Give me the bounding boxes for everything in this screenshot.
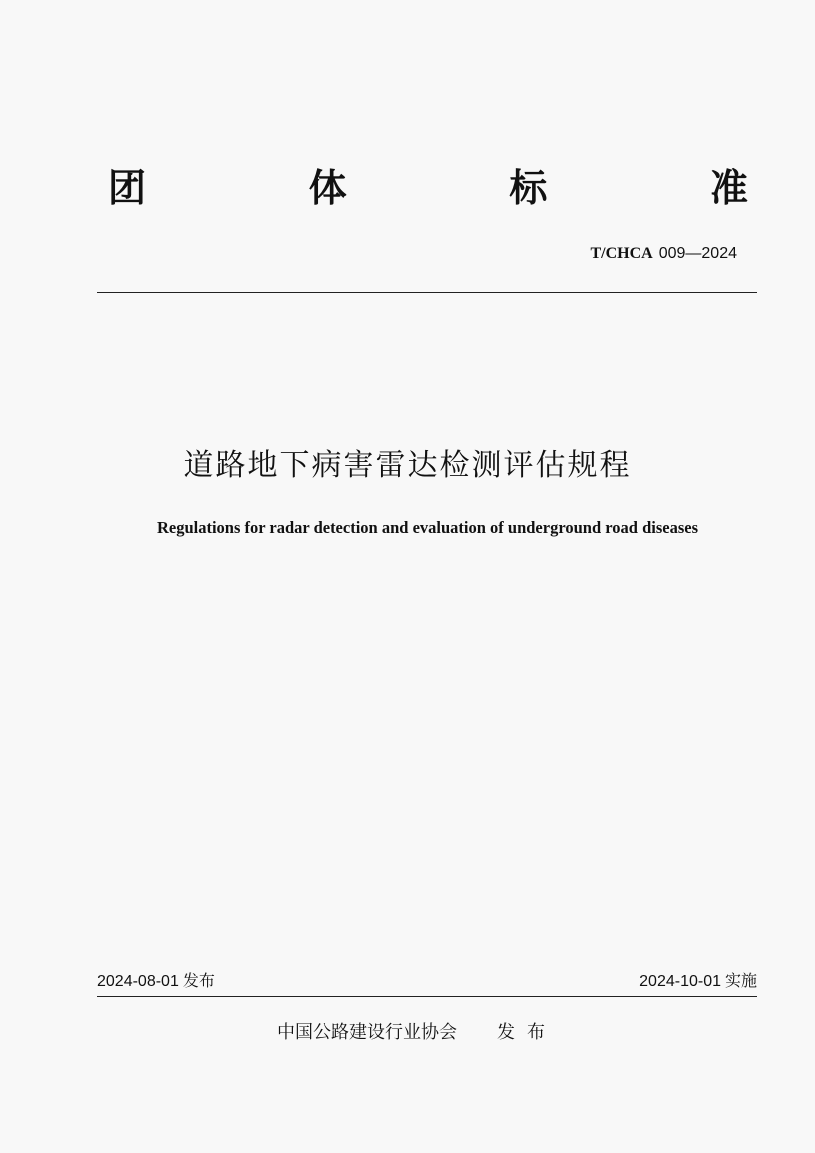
release-date: 2024-08-01 — [97, 973, 179, 990]
publisher-line — [277, 1020, 557, 1046]
effective-label: 实施 — [724, 971, 757, 990]
document-title-english: Regulations for radar detection and evaluation of underground road diseases — [156, 518, 699, 537]
publisher-name: 中国公路建设行业协会 — [277, 1022, 457, 1043]
effective-date: 2024-10-01 — [639, 973, 721, 990]
category-char-1: 团 — [108, 166, 147, 210]
top-divider — [97, 292, 757, 293]
release-label: 发布 — [182, 971, 215, 990]
standard-number — [590, 243, 737, 264]
effective-date-line — [639, 969, 757, 994]
release-date-line — [97, 969, 215, 994]
standard-code: 009—2024 — [658, 245, 737, 262]
standard-category-heading — [108, 162, 748, 214]
category-char-3: 标 — [509, 166, 548, 210]
bottom-divider — [97, 996, 757, 997]
category-char-4: 准 — [709, 166, 748, 210]
category-char-2: 体 — [308, 166, 347, 210]
document-title-chinese: 道路地下病害雷达检测评估规程 — [183, 448, 632, 483]
publish-label: 发布 — [497, 1022, 557, 1043]
standard-prefix: T/CHCA — [590, 245, 653, 262]
